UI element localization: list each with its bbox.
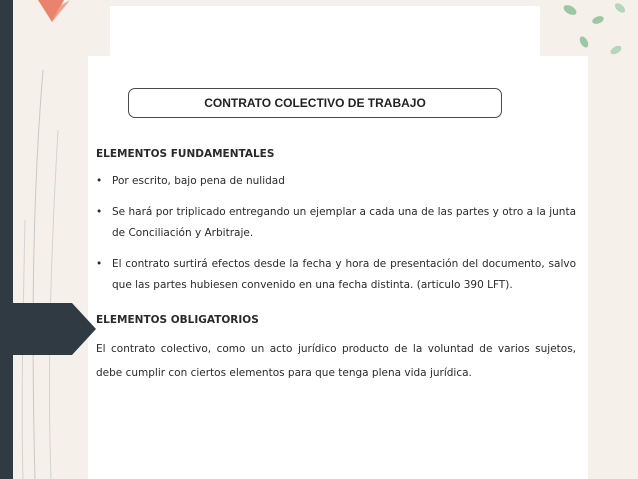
fundamentales-heading: ELEMENTOS FUNDAMENTALES [96,148,275,160]
bullet-item [96,254,576,296]
header-panel [110,6,540,56]
slide-title: CONTRATO COLECTIVO DE TRABAJO [204,96,426,110]
obligatorios-paragraph: El contrato colectivo, como un acto jurídico producto de la voluntad de varios sujetos, debe cumplir con ciertos elementos para que tenga plena vida jurídica. [96,343,576,379]
bullet-icon: • [96,206,103,218]
flower-decoration [30,0,90,30]
slide-title-box [128,88,502,118]
bullet-icon: • [96,258,103,270]
left-accent-bar [0,0,13,479]
bullet-text: Se hará por triplicado entregando un ejemplar a cada una de las partes y otro a la junta de Conciliación y Arbitraje. [112,206,576,239]
bullet-item [96,202,576,244]
bullet-item [96,171,576,192]
decorative-stem-lines [13,70,83,479]
bullet-text: El contrato surtirá efectos desde la fecha y hora de presentación del documento, salvo que las partes hubiesen convenido en una fecha distinta. (articulo 390 LFT). [112,258,576,291]
bullet-icon: • [96,175,103,187]
obligatorios-heading: ELEMENTOS OBLIGATORIOS [96,314,259,326]
slide-body [96,148,576,385]
bullet-text: Por escrito, bajo pena de nulidad [112,175,285,187]
